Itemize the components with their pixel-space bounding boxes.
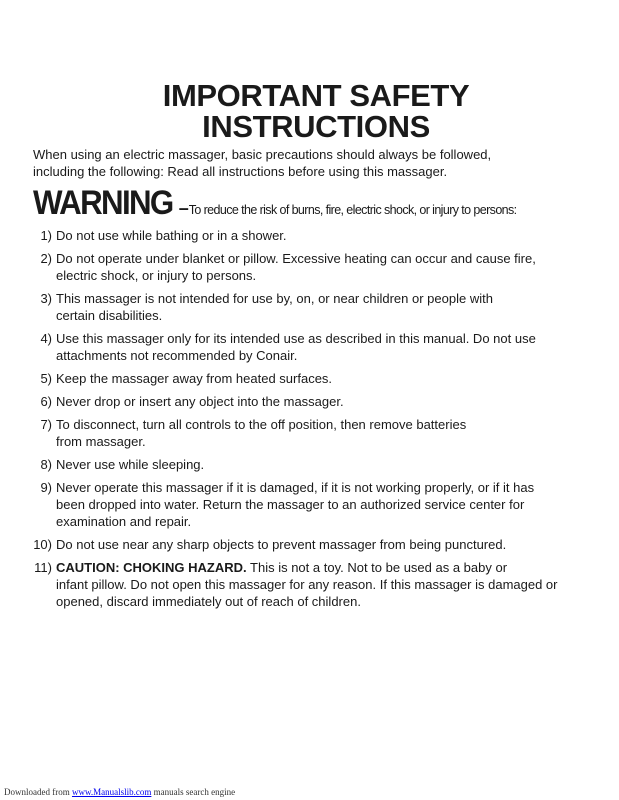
item-number: 2) xyxy=(40,251,52,266)
item-text-line: Never use while sleeping. xyxy=(56,457,205,472)
warning-heading xyxy=(33,184,613,222)
item-number: 4) xyxy=(40,331,52,346)
intro-line-1: When using an electric massager, basic precautions should always be followed, xyxy=(33,147,492,162)
item-text-line: examination and repair. xyxy=(56,514,192,529)
item-number: 10) xyxy=(33,537,52,552)
list-item xyxy=(0,290,619,324)
item-text-line: Use this massager only for its intended use as described in this manual. Do not use xyxy=(56,331,536,346)
list-item xyxy=(0,456,619,473)
item-number: 3) xyxy=(40,291,52,306)
item-text-line: certain disabilities. xyxy=(56,308,163,323)
list-item xyxy=(0,416,619,450)
item-number: 8) xyxy=(40,457,52,472)
item-text-line: Never drop or insert any object into the massager. xyxy=(56,394,344,409)
intro-line-2: including the following: Read all instructions before using this massager. xyxy=(33,164,448,179)
item-number: 7) xyxy=(40,417,52,432)
item-text-line: infant pillow. Do not open this massager for any reason. If this massager is damaged or xyxy=(56,577,558,592)
item-text-line: electric shock, or injury to persons. xyxy=(56,268,257,283)
item-text-line: Do not operate under blanket or pillow. Excessive heating can occur and cause fire, xyxy=(56,251,536,266)
item-text-line: To disconnect, turn all controls to the off position, then remove batteries xyxy=(56,417,467,432)
warning-dash: – xyxy=(178,198,189,218)
list-item-caution xyxy=(0,559,619,610)
item-text-line: This is not a toy. Not to be used as a baby or xyxy=(246,560,508,575)
item-text-line: been dropped into water. Return the massager to an authorized service center for xyxy=(56,497,525,512)
item-text-line: opened, discard immediately out of reach of children. xyxy=(56,594,361,609)
item-number: 1) xyxy=(40,228,52,243)
item-text-line: Never operate this massager if it is damaged, if it is not working properly, or if it has xyxy=(56,480,535,495)
item-text-line: This massager is not intended for use by, on, or near children or people with xyxy=(56,291,493,306)
item-text-line: Keep the massager away from heated surfaces. xyxy=(56,371,333,386)
manualslib-link[interactable]: www.Manualslib.com xyxy=(71,787,152,797)
item-number: 6) xyxy=(40,394,52,409)
title-line-1: IMPORTANT SAFETY xyxy=(162,78,470,113)
footer-suffix: manuals search engine xyxy=(151,787,236,797)
item-text-line: Do not use near any sharp objects to prevent massager from being punctured. xyxy=(56,537,507,552)
intro-paragraph xyxy=(33,146,593,180)
warning-text: To reduce the risk of burns, fire, electric shock, or injury to persons: xyxy=(188,203,517,217)
list-item xyxy=(0,250,619,284)
list-item xyxy=(0,370,619,387)
item-number: 5) xyxy=(40,371,52,386)
safety-instructions-list xyxy=(0,227,619,616)
item-number: 9) xyxy=(40,480,52,495)
list-item xyxy=(0,393,619,410)
footer-prefix: Downloaded from xyxy=(4,787,72,797)
warning-label: WARNING xyxy=(33,184,173,222)
list-item xyxy=(0,479,619,530)
item-text-line: from massager. xyxy=(56,434,146,449)
choking-hazard-caution: CAUTION: CHOKING HAZARD. xyxy=(56,560,247,575)
list-item xyxy=(0,227,619,244)
item-text-line: Do not use while bathing or in a shower. xyxy=(56,228,287,243)
item-number: 11) xyxy=(34,560,52,575)
download-footer xyxy=(4,787,235,797)
list-item xyxy=(0,330,619,364)
title-line-2: INSTRUCTIONS xyxy=(202,109,430,144)
item-text-line: attachments not recommended by Conair. xyxy=(56,348,298,363)
page-title xyxy=(0,80,619,142)
list-item xyxy=(0,536,619,553)
